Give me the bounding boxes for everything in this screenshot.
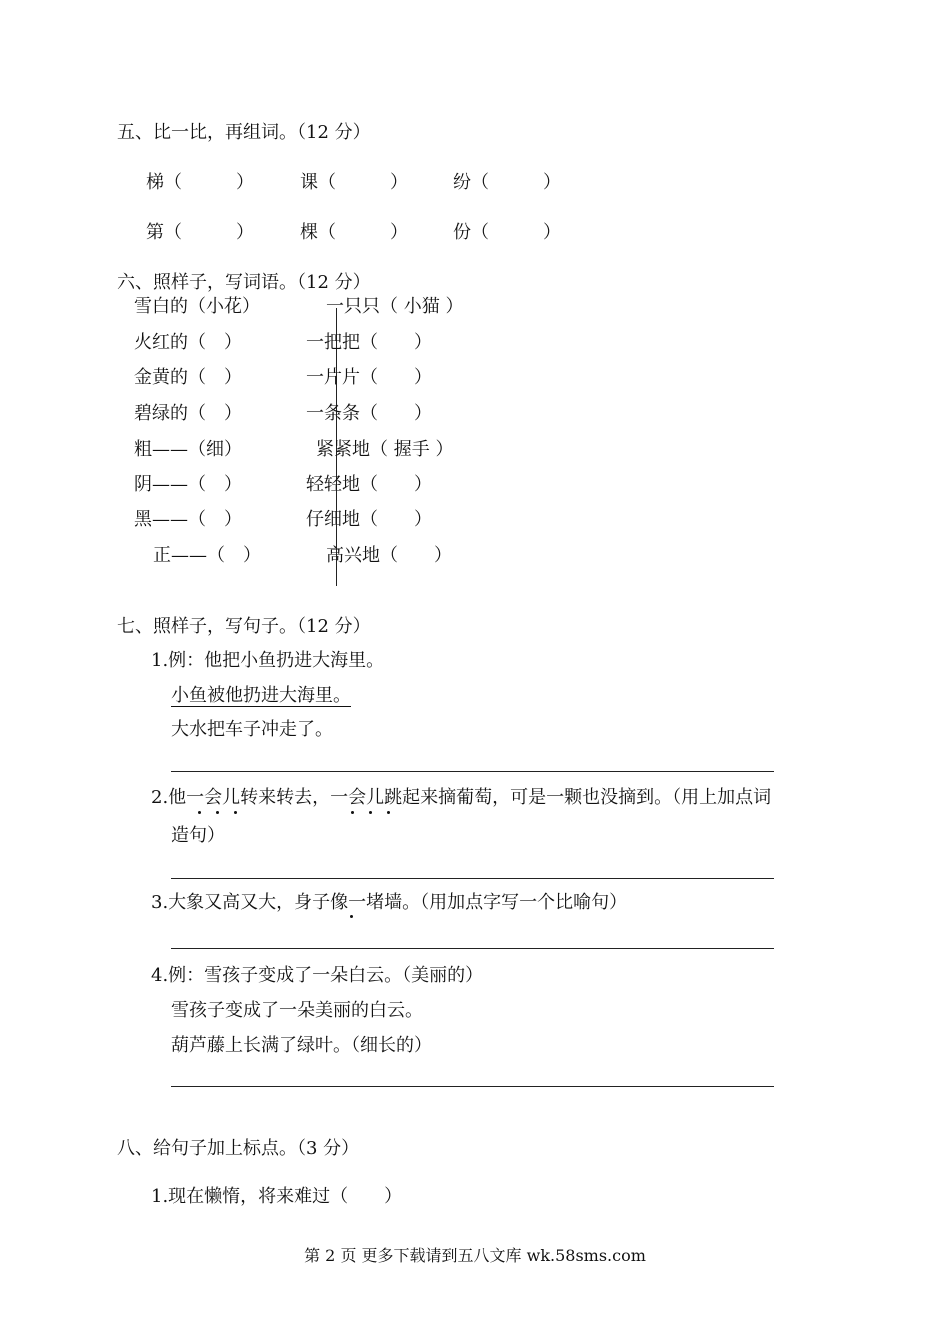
right-item: 仔细地（ ） — [306, 509, 432, 530]
left-item: 粗——（细） — [134, 439, 242, 460]
emphasis-dot — [351, 811, 354, 814]
right-item: 紧紧地（ 握手 ） — [316, 439, 454, 460]
answer-line — [171, 948, 774, 949]
section-5-title: 五、比一比，再组词。（12 分） — [117, 122, 371, 143]
left-item: 碧绿的（ ） — [134, 403, 242, 424]
right-item: 高兴地（ ） — [326, 545, 452, 566]
right-item: 一片片（ ） — [306, 367, 432, 388]
q4-example: 4.例：雪孩子变成了一朵白云。（美丽的） — [151, 965, 484, 986]
emphasis-dot — [369, 811, 372, 814]
emphasis-dot — [198, 811, 201, 814]
left-item: 黑——（ ） — [134, 509, 242, 530]
section-6-title: 六、照样子，写词语。（12 分） — [117, 272, 371, 293]
q3-text: 3.大象又高又大，身子像一堵墙。（用加点字写一个比喻句） — [151, 892, 628, 913]
word-blank: 第（ ） — [146, 222, 254, 243]
q1-example: 1.例：他把小鱼扔进大海里。 — [151, 650, 385, 671]
word-blank: 份（ ） — [453, 222, 561, 243]
page-footer: 第 2 页 更多下载请到五八文库 wk.58sms.com — [304, 1246, 646, 1265]
section-7-title: 七、照样子，写句子。（12 分） — [117, 616, 371, 637]
emphasis-dot — [216, 811, 219, 814]
left-item: 阴——（ ） — [134, 474, 242, 495]
right-item: 轻轻地（ ） — [306, 474, 432, 495]
q2-text-cont: 造句） — [171, 825, 225, 846]
answer-line — [171, 1086, 774, 1087]
right-item: 一只只（ 小猫 ） — [326, 296, 464, 317]
emphasis-dot — [387, 811, 390, 814]
answer-line — [171, 771, 774, 772]
emphasis-dot — [350, 915, 353, 918]
q2-text: 2.他一会儿转来转去，一会儿跳起来摘葡萄，可是一颗也没摘到。（用上加点词 — [151, 787, 772, 808]
q1-answer: 小鱼被他扔进大海里。 — [171, 685, 351, 706]
left-item: 正——（ ） — [153, 545, 261, 566]
word-blank: 纷（ ） — [453, 172, 561, 193]
section-8-title: 八、给句子加上标点。（3 分） — [117, 1138, 360, 1159]
left-item: 雪白的（小花） — [134, 296, 260, 317]
right-item: 一条条（ ） — [306, 403, 432, 424]
q1-task: 大水把车子冲走了。 — [171, 719, 333, 740]
q1-punctuation: 1.现在懒惰，将来难过（ ） — [151, 1186, 403, 1207]
left-item: 金黄的（ ） — [134, 367, 242, 388]
word-blank: 棵（ ） — [300, 222, 408, 243]
word-blank: 课（ ） — [300, 172, 408, 193]
right-item: 一把把（ ） — [306, 332, 432, 353]
emphasis-dot — [234, 811, 237, 814]
q4-answer: 雪孩子变成了一朵美丽的白云。 — [171, 1000, 423, 1021]
q4-task: 葫芦藤上长满了绿叶。（细长的） — [171, 1035, 432, 1056]
answer-line — [171, 878, 774, 879]
left-item: 火红的（ ） — [134, 332, 242, 353]
word-blank: 梯（ ） — [146, 172, 254, 193]
